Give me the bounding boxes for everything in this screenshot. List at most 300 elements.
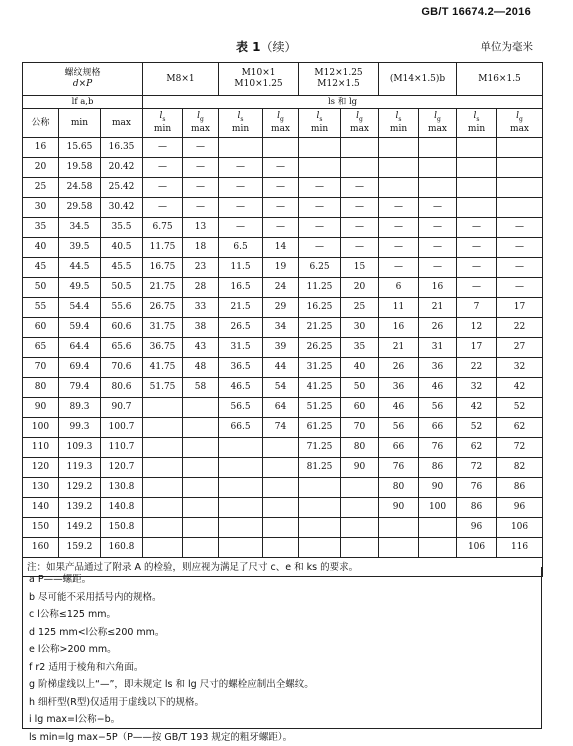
table-row bbox=[23, 338, 543, 358]
lg-value-cell: 72 bbox=[497, 438, 543, 458]
lg-value-cell: 86 bbox=[419, 458, 457, 478]
ls-value-cell: 52 bbox=[457, 418, 497, 438]
nominal-cell: 70 bbox=[23, 358, 59, 378]
ls-value-cell: 6 bbox=[379, 278, 419, 298]
lg-value-cell bbox=[183, 498, 219, 518]
ls-value-cell: 11 bbox=[379, 298, 419, 318]
lg-value-cell: 36 bbox=[419, 358, 457, 378]
ls-value-cell: 26.5 bbox=[219, 318, 263, 338]
ls-value-cell: 71.25 bbox=[299, 438, 341, 458]
ls-value-cell: 16 bbox=[379, 318, 419, 338]
ls-value-cell: — bbox=[379, 258, 419, 278]
unit-label: 单位为毫米 bbox=[481, 39, 534, 54]
size-header bbox=[457, 63, 543, 96]
table-row bbox=[23, 198, 543, 218]
lg-value-cell: 19 bbox=[263, 258, 299, 278]
ls-value-cell: — bbox=[219, 218, 263, 238]
ls-value-cell: 90 bbox=[379, 498, 419, 518]
max-cell: 130.8 bbox=[101, 478, 143, 498]
max-cell: 100.7 bbox=[101, 418, 143, 438]
lg-max-header: $l_g$ max bbox=[183, 109, 219, 138]
lg-value-cell bbox=[263, 438, 299, 458]
ls-value-cell: 41.25 bbox=[299, 378, 341, 398]
nominal-cell: 110 bbox=[23, 438, 59, 458]
ls-value-cell: — bbox=[299, 198, 341, 218]
ls-value-cell: — bbox=[143, 178, 183, 198]
ls-lg-header: ls 和 lg bbox=[143, 96, 543, 109]
ls-value-cell: 36.5 bbox=[219, 358, 263, 378]
ls-value-cell: — bbox=[219, 178, 263, 198]
min-cell: 15.65 bbox=[59, 138, 101, 158]
ls-value-cell: 96 bbox=[457, 518, 497, 538]
lg-value-cell bbox=[263, 538, 299, 558]
footnote: d 125 mm<l公称≤200 mm。 bbox=[29, 624, 535, 642]
nominal-cell: 20 bbox=[23, 158, 59, 178]
ls-value-cell bbox=[379, 538, 419, 558]
lg-value-cell: 74 bbox=[263, 418, 299, 438]
min-cell: 119.3 bbox=[59, 458, 101, 478]
spec-header bbox=[23, 63, 143, 96]
lg-value-cell: 66 bbox=[419, 418, 457, 438]
ls-value-cell: 31.25 bbox=[299, 358, 341, 378]
lg-max-header: $l_g$ max bbox=[263, 109, 299, 138]
lg-value-cell: 46 bbox=[419, 378, 457, 398]
nominal-cell: 60 bbox=[23, 318, 59, 338]
ls-min-header: $l_s$ min bbox=[219, 109, 263, 138]
min-cell: 49.5 bbox=[59, 278, 101, 298]
lg-value-cell bbox=[341, 138, 379, 158]
ls-value-cell: — bbox=[457, 278, 497, 298]
spec-header-label: 螺纹规格 bbox=[23, 68, 142, 79]
lg-max-header: $l_g$ max bbox=[341, 109, 379, 138]
max-cell: 25.42 bbox=[101, 178, 143, 198]
lg-value-cell: — bbox=[419, 198, 457, 218]
ls-value-cell bbox=[219, 498, 263, 518]
footnotes bbox=[22, 567, 542, 729]
min-cell: 54.4 bbox=[59, 298, 101, 318]
ls-value-cell bbox=[143, 498, 183, 518]
lg-value-cell: 20 bbox=[341, 278, 379, 298]
size-header bbox=[379, 63, 457, 96]
lg-value-cell: 56 bbox=[419, 398, 457, 418]
max-cell: 80.6 bbox=[101, 378, 143, 398]
ls-value-cell: 81.25 bbox=[299, 458, 341, 478]
ls-value-cell bbox=[379, 518, 419, 538]
ls-value-cell: 62 bbox=[457, 438, 497, 458]
lg-value-cell: 48 bbox=[183, 358, 219, 378]
nominal-cell: 160 bbox=[23, 538, 59, 558]
footnote: b 尽可能不采用括号内的规格。 bbox=[29, 589, 535, 607]
ls-value-cell bbox=[457, 138, 497, 158]
max-cell: 45.5 bbox=[101, 258, 143, 278]
ls-value-cell bbox=[379, 158, 419, 178]
ls-value-cell: — bbox=[143, 158, 183, 178]
lg-value-cell bbox=[497, 178, 543, 198]
lg-value-cell: 31 bbox=[419, 338, 457, 358]
lg-value-cell: — bbox=[341, 178, 379, 198]
ls-value-cell: 51.25 bbox=[299, 398, 341, 418]
lg-value-cell: — bbox=[263, 198, 299, 218]
lg-value-cell: 90 bbox=[341, 458, 379, 478]
ls-value-cell: 17 bbox=[457, 338, 497, 358]
table-row bbox=[23, 418, 543, 438]
max-cell: 65.6 bbox=[101, 338, 143, 358]
lg-value-cell: 30 bbox=[341, 318, 379, 338]
ls-value-cell: 36.75 bbox=[143, 338, 183, 358]
ls-min-header: $l_s$ min bbox=[379, 109, 419, 138]
size-header-label: M8×1 bbox=[143, 74, 218, 85]
ls-value-cell: 46.5 bbox=[219, 378, 263, 398]
lg-value-cell: 22 bbox=[497, 318, 543, 338]
lg-value-cell bbox=[183, 438, 219, 458]
lg-value-cell: 60 bbox=[341, 398, 379, 418]
ls-value-cell: 56 bbox=[379, 418, 419, 438]
ls-value-cell bbox=[143, 478, 183, 498]
size-header-label: M16×1.5 bbox=[457, 74, 542, 85]
ls-value-cell: — bbox=[457, 218, 497, 238]
lg-value-cell: 35 bbox=[341, 338, 379, 358]
lg-value-cell: 17 bbox=[497, 298, 543, 318]
ls-min-header: $l_s$ min bbox=[457, 109, 497, 138]
ls-value-cell bbox=[299, 158, 341, 178]
ls-value-cell: 21.5 bbox=[219, 298, 263, 318]
ls-value-cell bbox=[219, 438, 263, 458]
min-cell: 89.3 bbox=[59, 398, 101, 418]
ls-value-cell bbox=[143, 458, 183, 478]
nominal-cell: 35 bbox=[23, 218, 59, 238]
lg-value-cell: 34 bbox=[263, 318, 299, 338]
ls-value-cell: — bbox=[299, 238, 341, 258]
ls-value-cell: 6.75 bbox=[143, 218, 183, 238]
lg-value-cell: 16 bbox=[419, 278, 457, 298]
lg-value-cell: 15 bbox=[341, 258, 379, 278]
ls-value-cell bbox=[143, 538, 183, 558]
caption-title: 表 1 bbox=[236, 40, 261, 54]
min-cell: 44.5 bbox=[59, 258, 101, 278]
lg-value-cell: 70 bbox=[341, 418, 379, 438]
table-row bbox=[23, 238, 543, 258]
table-row bbox=[23, 518, 543, 538]
ls-value-cell: 22 bbox=[457, 358, 497, 378]
min-cell: 159.2 bbox=[59, 538, 101, 558]
ls-value-cell bbox=[457, 178, 497, 198]
lg-value-cell: 14 bbox=[263, 238, 299, 258]
nominal-cell: 16 bbox=[23, 138, 59, 158]
lg-value-cell bbox=[341, 498, 379, 518]
lg-value-cell: 44 bbox=[263, 358, 299, 378]
footnote: ls min=lg max−5P（P——按 GB/T 193 规定的粗牙螺距）。 bbox=[29, 729, 535, 746]
lg-value-cell bbox=[263, 458, 299, 478]
lg-value-cell: 28 bbox=[183, 278, 219, 298]
min-cell: 139.2 bbox=[59, 498, 101, 518]
nominal-cell: 45 bbox=[23, 258, 59, 278]
footnote: g 阶梯虚线以上“—”，即未规定 ls 和 lg 尺寸的螺栓应制出全螺纹。 bbox=[29, 676, 535, 694]
ls-value-cell: 21.25 bbox=[299, 318, 341, 338]
ls-value-cell: 16.75 bbox=[143, 258, 183, 278]
ls-value-cell: 31.75 bbox=[143, 318, 183, 338]
min-header: min bbox=[59, 109, 101, 138]
ls-value-cell: 42 bbox=[457, 398, 497, 418]
lg-value-cell: — bbox=[341, 198, 379, 218]
footnote: e l公称>200 mm。 bbox=[29, 641, 535, 659]
lg-value-cell: 54 bbox=[263, 378, 299, 398]
max-cell: 40.5 bbox=[101, 238, 143, 258]
max-header: max bbox=[101, 109, 143, 138]
ls-value-cell: — bbox=[219, 198, 263, 218]
table-row bbox=[23, 278, 543, 298]
ls-value-cell: — bbox=[143, 138, 183, 158]
table-row bbox=[23, 538, 543, 558]
max-cell: 35.5 bbox=[101, 218, 143, 238]
min-cell: 79.4 bbox=[59, 378, 101, 398]
lg-value-cell: 90 bbox=[419, 478, 457, 498]
ls-value-cell bbox=[379, 178, 419, 198]
ls-value-cell: 76 bbox=[379, 458, 419, 478]
nominal-cell: 40 bbox=[23, 238, 59, 258]
ls-value-cell bbox=[299, 498, 341, 518]
ls-value-cell: 32 bbox=[457, 378, 497, 398]
lg-value-cell: 29 bbox=[263, 298, 299, 318]
footnote: i lg max=l公称−b。 bbox=[29, 711, 535, 729]
lg-value-cell: — bbox=[341, 218, 379, 238]
ls-value-cell: 26.25 bbox=[299, 338, 341, 358]
max-cell: 16.35 bbox=[101, 138, 143, 158]
ls-value-cell: — bbox=[379, 238, 419, 258]
ls-value-cell: 6.5 bbox=[219, 238, 263, 258]
lg-value-cell bbox=[497, 158, 543, 178]
lg-value-cell: 40 bbox=[341, 358, 379, 378]
size-header-label: M12×1.5 bbox=[299, 79, 378, 90]
ls-value-cell: — bbox=[143, 198, 183, 218]
ls-value-cell: 106 bbox=[457, 538, 497, 558]
nominal-cell: 100 bbox=[23, 418, 59, 438]
lg-value-cell: — bbox=[497, 218, 543, 238]
size-header-label: (M14×1.5)b bbox=[379, 74, 456, 85]
table-note: 注：如果产品通过了附录 A 的检验，则应视为满足了尺寸 c、e 和 ks 的要求。 bbox=[23, 558, 543, 577]
ls-value-cell bbox=[219, 138, 263, 158]
lg-value-cell bbox=[419, 538, 457, 558]
lg-value-cell: 76 bbox=[419, 438, 457, 458]
ls-value-cell bbox=[299, 478, 341, 498]
max-cell: 160.8 bbox=[101, 538, 143, 558]
nominal-cell: 65 bbox=[23, 338, 59, 358]
min-cell: 29.58 bbox=[59, 198, 101, 218]
min-cell: 69.4 bbox=[59, 358, 101, 378]
dimension-table bbox=[22, 62, 543, 577]
max-cell: 110.7 bbox=[101, 438, 143, 458]
ls-value-cell: 26.75 bbox=[143, 298, 183, 318]
ls-value-cell: 36 bbox=[379, 378, 419, 398]
ls-value-cell bbox=[143, 518, 183, 538]
lg-value-cell: 32 bbox=[497, 358, 543, 378]
standard-number: GB/T 16674.2—2016 bbox=[421, 6, 531, 18]
lg-value-cell: — bbox=[497, 278, 543, 298]
max-cell: 70.6 bbox=[101, 358, 143, 378]
ls-value-cell: — bbox=[379, 218, 419, 238]
lg-max-header: $l_g$ max bbox=[497, 109, 543, 138]
min-cell: 64.4 bbox=[59, 338, 101, 358]
lg-value-cell bbox=[183, 458, 219, 478]
ls-value-cell: 61.25 bbox=[299, 418, 341, 438]
lg-value-cell: — bbox=[419, 238, 457, 258]
ls-value-cell bbox=[219, 458, 263, 478]
lg-value-cell bbox=[263, 518, 299, 538]
ls-value-cell bbox=[457, 198, 497, 218]
lg-value-cell: 27 bbox=[497, 338, 543, 358]
table-row bbox=[23, 498, 543, 518]
lg-value-cell: — bbox=[183, 178, 219, 198]
table-row bbox=[23, 358, 543, 378]
lg-max-header: $l_g$ max bbox=[419, 109, 457, 138]
lg-value-cell: 13 bbox=[183, 218, 219, 238]
ls-value-cell: — bbox=[299, 218, 341, 238]
lg-value-cell: — bbox=[497, 258, 543, 278]
ls-value-cell: 41.75 bbox=[143, 358, 183, 378]
lg-value-cell bbox=[183, 518, 219, 538]
ls-value-cell bbox=[219, 518, 263, 538]
lg-value-cell: — bbox=[341, 238, 379, 258]
lg-value-cell bbox=[183, 418, 219, 438]
lg-value-cell: — bbox=[183, 158, 219, 178]
footnote: f r2 适用于棱角和六角面。 bbox=[29, 659, 535, 677]
lg-value-cell: — bbox=[419, 258, 457, 278]
lg-value-cell: 58 bbox=[183, 378, 219, 398]
lg-value-cell: 39 bbox=[263, 338, 299, 358]
lg-value-cell: 82 bbox=[497, 458, 543, 478]
lg-value-cell bbox=[497, 198, 543, 218]
ls-min-header: $l_s$ min bbox=[143, 109, 183, 138]
table-row bbox=[23, 478, 543, 498]
max-cell: 90.7 bbox=[101, 398, 143, 418]
lg-value-cell: 100 bbox=[419, 498, 457, 518]
max-cell: 50.5 bbox=[101, 278, 143, 298]
ls-value-cell: 11.5 bbox=[219, 258, 263, 278]
spec-header-symbol: d×P bbox=[23, 79, 142, 90]
lg-value-cell: 21 bbox=[419, 298, 457, 318]
lg-value-cell bbox=[183, 398, 219, 418]
min-cell: 129.2 bbox=[59, 478, 101, 498]
ls-value-cell: 66.5 bbox=[219, 418, 263, 438]
nominal-cell: 80 bbox=[23, 378, 59, 398]
min-cell: 99.3 bbox=[59, 418, 101, 438]
lg-value-cell bbox=[263, 138, 299, 158]
footnote: c l公称≤125 mm。 bbox=[29, 606, 535, 624]
table-row bbox=[23, 258, 543, 278]
max-cell: 140.8 bbox=[101, 498, 143, 518]
nominal-cell: 55 bbox=[23, 298, 59, 318]
ls-value-cell: 11.25 bbox=[299, 278, 341, 298]
ls-value-cell bbox=[143, 398, 183, 418]
ls-value-cell: 21.75 bbox=[143, 278, 183, 298]
ls-value-cell: 11.75 bbox=[143, 238, 183, 258]
table-row bbox=[23, 398, 543, 418]
ls-value-cell: 80 bbox=[379, 478, 419, 498]
min-cell: 24.58 bbox=[59, 178, 101, 198]
lg-value-cell: 52 bbox=[497, 398, 543, 418]
lg-value-cell bbox=[341, 478, 379, 498]
max-cell: 30.42 bbox=[101, 198, 143, 218]
ls-value-cell: 86 bbox=[457, 498, 497, 518]
lg-value-cell: 18 bbox=[183, 238, 219, 258]
ls-value-cell: 21 bbox=[379, 338, 419, 358]
min-cell: 109.3 bbox=[59, 438, 101, 458]
ls-value-cell bbox=[299, 538, 341, 558]
min-cell: 149.2 bbox=[59, 518, 101, 538]
lg-value-cell: — bbox=[263, 178, 299, 198]
footnote: h 细杆型(R型)仅适用于虚线以下的规格。 bbox=[29, 694, 535, 712]
size-header bbox=[219, 63, 299, 96]
size-header bbox=[143, 63, 219, 96]
nominal-cell: 140 bbox=[23, 498, 59, 518]
min-cell: 34.5 bbox=[59, 218, 101, 238]
min-cell: 39.5 bbox=[59, 238, 101, 258]
lg-value-cell bbox=[341, 158, 379, 178]
table-row bbox=[23, 138, 543, 158]
lg-value-cell bbox=[341, 538, 379, 558]
ls-min-header: $l_s$ min bbox=[299, 109, 341, 138]
ls-value-cell: — bbox=[457, 258, 497, 278]
nominal-header: 公称 bbox=[23, 109, 59, 138]
nominal-cell: 120 bbox=[23, 458, 59, 478]
lg-value-cell: — bbox=[263, 158, 299, 178]
lg-value-cell: — bbox=[497, 238, 543, 258]
lg-value-cell bbox=[341, 518, 379, 538]
ls-value-cell: 66 bbox=[379, 438, 419, 458]
ls-value-cell bbox=[379, 138, 419, 158]
lg-value-cell: 106 bbox=[497, 518, 543, 538]
nominal-cell: 30 bbox=[23, 198, 59, 218]
max-cell: 120.7 bbox=[101, 458, 143, 478]
ls-value-cell: 56.5 bbox=[219, 398, 263, 418]
lg-value-cell: 43 bbox=[183, 338, 219, 358]
max-cell: 60.6 bbox=[101, 318, 143, 338]
nominal-cell: 150 bbox=[23, 518, 59, 538]
table-row bbox=[23, 458, 543, 478]
size-header-label: M12×1.25 bbox=[299, 68, 378, 79]
ls-value-cell: — bbox=[299, 178, 341, 198]
nominal-cell: 50 bbox=[23, 278, 59, 298]
lg-value-cell: 38 bbox=[183, 318, 219, 338]
table-row bbox=[23, 298, 543, 318]
lg-value-cell bbox=[183, 478, 219, 498]
ls-value-cell: 31.5 bbox=[219, 338, 263, 358]
lg-value-cell bbox=[419, 138, 457, 158]
table-row bbox=[23, 158, 543, 178]
ls-value-cell bbox=[457, 158, 497, 178]
lg-value-cell bbox=[419, 518, 457, 538]
ls-value-cell: 51.75 bbox=[143, 378, 183, 398]
lg-value-cell: — bbox=[183, 138, 219, 158]
lg-value-cell: 116 bbox=[497, 538, 543, 558]
ls-value-cell: 72 bbox=[457, 458, 497, 478]
max-cell: 150.8 bbox=[101, 518, 143, 538]
ls-value-cell bbox=[143, 438, 183, 458]
lg-value-cell: 23 bbox=[183, 258, 219, 278]
ls-value-cell: 76 bbox=[457, 478, 497, 498]
ls-value-cell: 12 bbox=[457, 318, 497, 338]
lg-value-cell bbox=[419, 178, 457, 198]
lg-value-cell: 25 bbox=[341, 298, 379, 318]
lg-value-cell: 80 bbox=[341, 438, 379, 458]
ls-value-cell: 16.25 bbox=[299, 298, 341, 318]
lg-value-cell: 50 bbox=[341, 378, 379, 398]
max-cell: 20.42 bbox=[101, 158, 143, 178]
table-row bbox=[23, 318, 543, 338]
ls-value-cell: — bbox=[379, 198, 419, 218]
ls-value-cell bbox=[299, 138, 341, 158]
ls-value-cell: — bbox=[219, 158, 263, 178]
ls-value-cell bbox=[299, 518, 341, 538]
